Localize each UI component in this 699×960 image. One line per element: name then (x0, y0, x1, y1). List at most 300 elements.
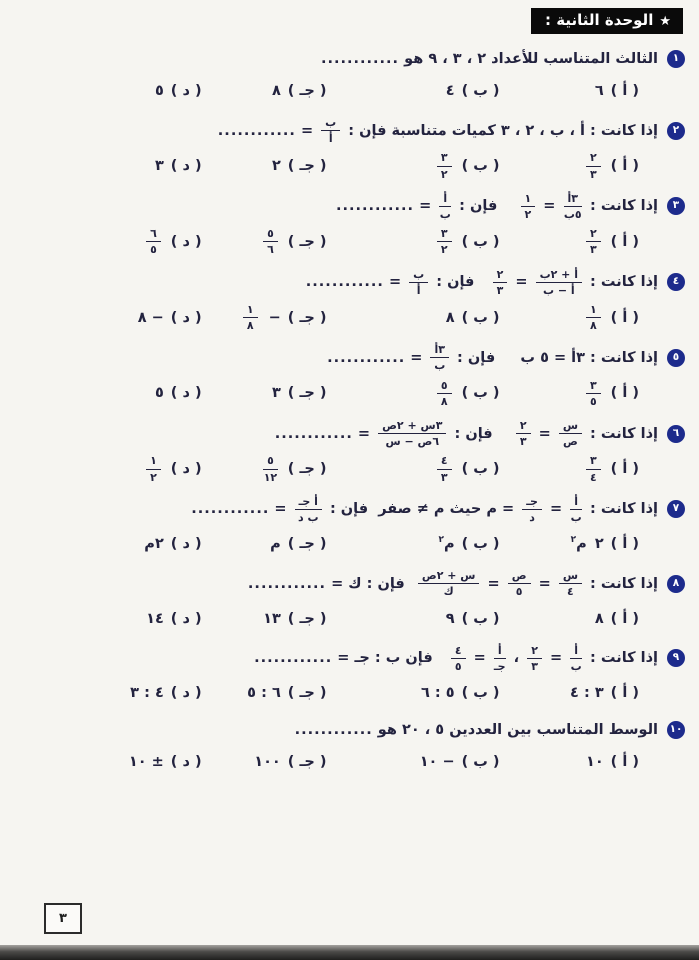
stem-text: إذا كانت : ٣أ = ٥ ب فإن : (451, 349, 658, 366)
fraction-denominator: ٣ (440, 470, 448, 484)
option-text: ٩ (445, 610, 455, 627)
option-value (272, 385, 281, 401)
option-value (446, 310, 455, 326)
fraction-denominator: أ (328, 132, 333, 146)
option-value (155, 385, 164, 401)
option-value (155, 83, 164, 99)
fraction-denominator: ب (570, 510, 582, 524)
answer-blank-dots: ............ (191, 501, 270, 518)
option-text: ١٣ (263, 610, 281, 627)
fraction-denominator: ص (563, 435, 578, 449)
fraction-numerator: ٢ (493, 268, 508, 283)
fraction-numerator: أ جـ (295, 495, 322, 510)
options-row (26, 674, 685, 711)
option-value (446, 611, 455, 627)
option-letter: ( جـ ) (287, 385, 327, 402)
option (202, 611, 327, 627)
question-number-badge: ٤ (667, 273, 685, 291)
option-text: ٦ (594, 83, 604, 99)
fraction-numerator: ص (508, 569, 531, 584)
option-letter: ( د ) (170, 309, 202, 326)
question-stem (295, 721, 658, 739)
fraction-numerator: ب (321, 116, 340, 131)
answer-blank-dots: ............ (320, 50, 400, 67)
option-letter: ( ب ) (461, 610, 500, 627)
option-letter: ( د ) (170, 83, 202, 99)
fraction-denominator: ٥ (589, 394, 597, 408)
option-letter: ( جـ ) (287, 536, 327, 553)
option (500, 754, 639, 770)
options-row (26, 146, 685, 184)
stem-text: فإن : (454, 198, 518, 215)
question-stem-row (26, 191, 685, 222)
fraction-numerator: ٣ (586, 454, 601, 469)
stem-text: = (544, 650, 568, 667)
question (26, 115, 685, 185)
fraction-denominator: ٣ (589, 167, 597, 181)
option-letter: ( ب ) (461, 461, 500, 478)
fraction (521, 192, 536, 221)
question (26, 191, 685, 261)
option-letter: ( د ) (170, 158, 202, 175)
fraction (494, 644, 506, 673)
unit-header (531, 8, 683, 34)
fraction-denominator: ٥ (454, 659, 462, 673)
stem-text: = (383, 274, 407, 291)
option-value (421, 685, 455, 701)
fraction-denominator: ٢ (150, 470, 157, 484)
question-number-badge: ٥ (667, 349, 685, 367)
option-letter: ( د ) (170, 536, 202, 553)
option-value (595, 83, 604, 99)
fraction-numerator: س (559, 569, 582, 584)
fraction-denominator: ٢ (440, 167, 448, 181)
option-letter: ( د ) (170, 610, 202, 627)
answer-blank-dots: ............ (247, 575, 327, 592)
option-letter: ( ب ) (461, 684, 500, 701)
option-letter: ( د ) (170, 461, 202, 478)
stem-text: إذا كانت : (585, 575, 658, 592)
question-stem (321, 50, 658, 68)
option-text: − ٨ (137, 309, 164, 326)
option (202, 385, 327, 401)
question-stem (336, 191, 658, 222)
option-letter: ( جـ ) (287, 83, 327, 99)
stem-text: = (510, 274, 533, 291)
fraction-denominator: أ (416, 283, 421, 297)
option (202, 536, 327, 552)
option-text: ١٠ (585, 753, 604, 770)
fraction-denominator: ٢ (524, 207, 532, 221)
fraction-numerator: ١ (146, 454, 161, 469)
fraction (437, 454, 452, 483)
option-text: ٨ (445, 309, 455, 326)
option (327, 378, 500, 409)
option (90, 158, 202, 174)
question-stem (191, 494, 658, 525)
fraction-numerator: ٣س + ٢ص (378, 419, 446, 434)
fraction-numerator: ب (409, 268, 428, 283)
fraction (586, 303, 601, 332)
fraction-denominator: ك (443, 585, 454, 599)
question-stem (327, 342, 658, 373)
fraction-denominator: ٨ (589, 319, 597, 333)
fraction-numerator: أ (494, 644, 506, 659)
option-text: ٤ : ٣ (130, 684, 164, 701)
option-letter: ( د ) (170, 684, 202, 701)
options-row (26, 72, 685, 109)
stem-text: = (468, 650, 491, 667)
question-stem-row (26, 643, 685, 674)
question (26, 267, 685, 337)
option-value (583, 150, 604, 181)
fraction-denominator: ٢ (440, 243, 448, 257)
options-row (26, 222, 685, 260)
fraction-denominator: ٥ (150, 243, 157, 257)
fraction (243, 303, 258, 332)
fraction-numerator: ١ (243, 303, 258, 318)
fraction (536, 268, 582, 297)
option (500, 83, 639, 99)
fraction-denominator: ٤ (567, 585, 574, 599)
fraction-numerator: ٢ (586, 227, 601, 242)
option-text: ٢م (144, 536, 164, 553)
fraction-numerator: ٥ (263, 227, 278, 242)
fraction-denominator: ٥ (515, 585, 523, 599)
option (90, 611, 202, 627)
fraction-denominator: ٣ (589, 243, 597, 257)
page-number-box (44, 903, 82, 934)
question-stem-row (26, 342, 685, 373)
fraction-denominator: ب (434, 359, 446, 373)
fraction-denominator: جـ (493, 659, 506, 673)
fraction-numerator: ٤ (437, 454, 452, 469)
fraction-numerator: ١ (586, 303, 601, 318)
option-value (247, 685, 281, 701)
question-stem-row (26, 717, 685, 743)
fraction (409, 268, 428, 297)
option-text: ٨ (271, 83, 281, 99)
fraction-denominator: ٥ب (563, 207, 582, 221)
option-letter: ( أ ) (610, 233, 639, 250)
unit-title: الوحدة الثانية : (545, 11, 654, 29)
option-letter: ( أ ) (610, 461, 639, 478)
fraction-numerator: ٢ (586, 151, 601, 166)
fraction (437, 379, 452, 408)
option-letter: ( د ) (170, 233, 202, 250)
option (327, 83, 500, 99)
option-text: ± ١٠ (128, 753, 164, 770)
questions-list (26, 46, 685, 780)
option (90, 310, 202, 326)
option-value (434, 150, 455, 181)
option (202, 226, 327, 257)
fraction-numerator: أ + ٢ب (536, 268, 582, 283)
exponent: ٢ (438, 535, 444, 546)
option-value (583, 302, 604, 333)
question-stem (248, 568, 658, 599)
answer-blank-dots: ............ (217, 122, 296, 139)
option-text: − (263, 309, 281, 326)
fraction-numerator: أ (570, 495, 582, 510)
answer-blank-dots: ............ (305, 274, 384, 291)
stem-text: فإن ب : جـ = (332, 650, 448, 667)
question-number-badge: ٢ (667, 122, 685, 140)
option-text: ٥ (154, 83, 164, 99)
option-letter: ( ب ) (461, 83, 500, 99)
fraction (439, 192, 451, 221)
stem-text: إذا كانت : أ ، ب ، ٢ ، ٣ كميات متناسبة فإن : (343, 122, 658, 139)
stem-text: = (269, 501, 292, 518)
option (90, 83, 202, 99)
fraction-numerator: س (559, 419, 582, 434)
fraction-denominator: ٦ص − س (385, 435, 440, 449)
stem-text: ، (508, 650, 525, 667)
option-letter: ( د ) (170, 753, 202, 770)
stem-text: إذا كانت : (585, 650, 658, 667)
option (500, 226, 639, 257)
power-term: م$^٢$ (438, 535, 455, 553)
options-row (26, 525, 685, 562)
stem-text: = (538, 198, 561, 215)
stem-text: = (533, 575, 556, 592)
fraction (295, 495, 322, 524)
stem-text: = (482, 575, 505, 592)
question-number-badge: ١٠ (667, 721, 685, 739)
option (500, 150, 639, 181)
option-text: ٣ : ٤ (570, 684, 604, 701)
fraction-denominator: ٣ (531, 659, 538, 673)
option-letter: ( أ ) (610, 83, 639, 99)
stem-text: الوسط المتناسب بين العددين ٥ ، ٢٠ هو (372, 721, 658, 738)
fraction-numerator: أ (570, 644, 582, 659)
option (90, 226, 202, 257)
options-row (26, 600, 685, 637)
fraction-numerator: ٣ (437, 227, 452, 242)
option (327, 754, 500, 770)
fraction-numerator: س + ٢ص (418, 569, 480, 584)
question-stem (275, 418, 658, 449)
option-letter: ( ب ) (461, 233, 500, 250)
option-text: م (270, 536, 281, 553)
option (500, 611, 639, 627)
option (202, 685, 327, 701)
fraction-denominator: ٨ (246, 319, 254, 333)
question-stem-row (26, 494, 685, 525)
fraction-denominator: ٨ (440, 394, 448, 408)
option-text: ١٤ (146, 610, 164, 627)
fraction (146, 454, 161, 483)
exponent: ٢ (570, 535, 577, 546)
scan-bottom-edge (0, 945, 699, 960)
fraction (508, 569, 531, 598)
fraction (516, 419, 531, 448)
option-value (434, 378, 455, 409)
option (500, 378, 639, 409)
option-value (583, 378, 604, 409)
fraction (321, 116, 340, 145)
fraction (586, 454, 601, 483)
power-term: م$^٢$ (570, 535, 587, 553)
fraction-numerator: ٥ (437, 379, 452, 394)
option (90, 453, 202, 484)
fraction (263, 227, 278, 256)
option-letter: ( جـ ) (287, 753, 327, 770)
fraction (564, 192, 583, 221)
fraction (570, 644, 582, 673)
option-text: ١٠٠ (254, 753, 281, 770)
option (90, 536, 202, 552)
option-value (260, 226, 281, 257)
option (327, 611, 500, 627)
question-number-badge: ٧ (667, 500, 685, 518)
option-value (570, 685, 604, 701)
stem-text: إذا كانت : (585, 425, 658, 442)
fraction-numerator: أ (439, 192, 451, 207)
fraction (437, 227, 452, 256)
question-stem (306, 267, 658, 298)
stem-text: = (414, 198, 437, 215)
options-row (26, 374, 685, 412)
fraction-numerator: ٤ (451, 644, 466, 659)
fraction (527, 644, 542, 673)
option-value (434, 226, 455, 257)
fraction-numerator: ٥ (263, 454, 278, 469)
option-text: ٥ : ٦ (420, 684, 455, 701)
option-value (143, 226, 164, 257)
question-stem (254, 643, 658, 674)
option (202, 83, 327, 99)
option-letter: ( ب ) (461, 536, 500, 553)
option-value (263, 611, 281, 627)
option-text: ٤ (445, 83, 455, 99)
fraction-denominator: ٦ (267, 243, 274, 257)
option-letter: ( جـ ) (287, 461, 327, 478)
answer-blank-dots: ............ (294, 721, 373, 738)
question (26, 643, 685, 711)
option-value (254, 754, 281, 770)
option-letter: ( أ ) (610, 158, 639, 175)
option-letter: ( أ ) (610, 753, 639, 770)
option-letter: ( أ ) (610, 385, 639, 402)
fraction-numerator: ٣ (437, 151, 452, 166)
options-row (26, 449, 685, 487)
question-stem (218, 115, 658, 146)
option-value (138, 310, 164, 326)
stem-text: فإن : ك = (326, 575, 415, 592)
answer-blank-dots: ............ (254, 650, 333, 667)
answer-blank-dots: ............ (335, 198, 415, 215)
fraction-denominator: د (529, 510, 535, 524)
option-letter: ( د ) (170, 385, 202, 402)
stem-text: فإن : (449, 425, 513, 442)
fraction-denominator: أ − ب (542, 283, 575, 297)
fraction-denominator: ب (570, 659, 582, 673)
option (90, 385, 202, 401)
question-number-badge: ٦ (667, 425, 685, 443)
option-text: ٥ (154, 385, 164, 402)
stem-text: = (405, 349, 428, 366)
option-text: ٣ (271, 385, 281, 402)
option-value (272, 158, 281, 174)
option-value (129, 754, 164, 770)
option-value (586, 754, 604, 770)
option-letter: ( جـ ) (287, 233, 327, 250)
fraction-denominator: ١٢ (263, 470, 278, 484)
option-letter: ( ب ) (461, 753, 500, 770)
option (500, 536, 639, 552)
fraction-denominator: ٣ (496, 283, 504, 297)
option (202, 302, 327, 333)
option-value (144, 536, 164, 552)
question-number-badge: ٣ (667, 197, 685, 215)
option-text: − ١٠ (419, 753, 455, 770)
fraction-denominator: ب (439, 207, 451, 221)
fraction (451, 644, 466, 673)
option-letter: ( جـ ) (287, 684, 327, 701)
option-letter: ( أ ) (610, 610, 639, 627)
answer-blank-dots: ............ (327, 349, 406, 366)
option-text: ٨ (594, 610, 604, 627)
question-stem-row (26, 267, 685, 298)
options-row (26, 298, 685, 336)
fraction-numerator: ٣أ (430, 343, 449, 358)
option-value (155, 158, 164, 174)
fraction (586, 151, 601, 180)
question-number-badge: ٩ (667, 649, 685, 667)
stem-text: = (295, 122, 319, 139)
fraction (586, 227, 601, 256)
fraction (437, 151, 452, 180)
option (327, 226, 500, 257)
option-letter: ( ب ) (461, 158, 500, 175)
option-letter: ( جـ ) (287, 309, 327, 326)
stem-text: = (352, 425, 376, 442)
fraction (418, 569, 480, 598)
fraction (493, 268, 508, 297)
option-text: ٢ (271, 158, 281, 175)
option-value (583, 453, 604, 484)
option-letter: ( أ ) (610, 684, 639, 701)
stem-text: = (533, 425, 556, 442)
fraction (378, 419, 446, 448)
option-letter: ( ب ) (461, 309, 500, 326)
option-value (130, 685, 164, 701)
option (90, 685, 202, 701)
question-stem-row (26, 418, 685, 449)
star-icon: ★ (659, 14, 671, 29)
fraction (570, 495, 582, 524)
option (90, 754, 202, 770)
option-value (260, 453, 281, 484)
option (202, 158, 327, 174)
fraction-numerator: جـ (522, 495, 542, 510)
question-number-badge: ٨ (667, 575, 685, 593)
option (327, 150, 500, 181)
question-stem-row (26, 46, 685, 72)
option-value (146, 611, 164, 627)
fraction (559, 569, 582, 598)
option (500, 302, 639, 333)
question (26, 418, 685, 488)
option (327, 310, 500, 326)
fraction-numerator: ١ (521, 192, 536, 207)
option-value (595, 611, 604, 627)
fraction-numerator: ٢ (516, 419, 531, 434)
fraction-numerator: ٣ (586, 379, 601, 394)
option-value (420, 754, 455, 770)
option-letter: ( أ ) (610, 309, 639, 326)
